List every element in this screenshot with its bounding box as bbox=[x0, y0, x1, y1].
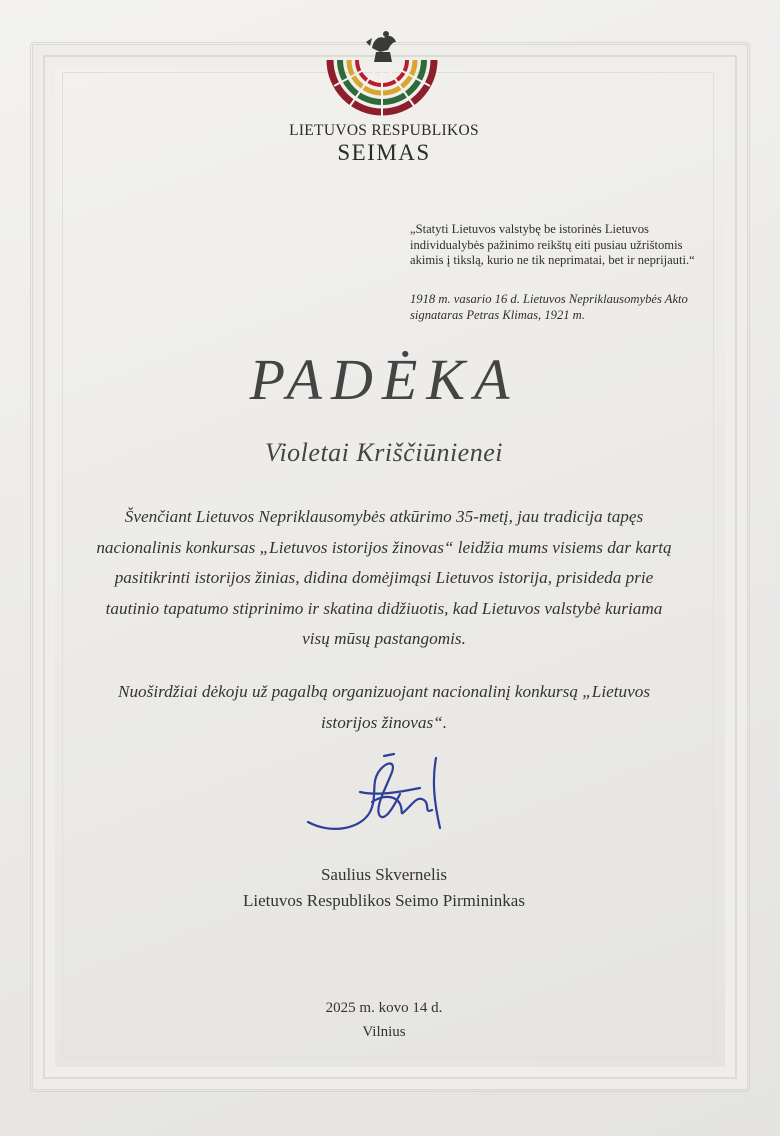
signer-block bbox=[0, 862, 768, 914]
issue-info bbox=[0, 996, 768, 1044]
handwritten-signature-icon bbox=[300, 752, 460, 844]
epigraph-quote: „Statyti Lietuvos valstybę be istorinės Lietuvos individualybės pažinimo reikštų eiti pusiau užrištomis akimis į tikslą, kurio ne tik neprimatai, bet ir neprijauti.“ bbox=[410, 222, 695, 267]
recipient-name: Violetai Kriščiūnienei bbox=[265, 438, 503, 467]
signer-position: Lietuvos Respublikos Seimo Pirmininkas bbox=[243, 891, 525, 910]
epigraph-attribution: 1918 m. vasario 16 d. Lietuvos Nepriklausomybės Akto signataras Petras Klimas, 1921 m. bbox=[410, 292, 688, 322]
certificate-title: PADĖKA bbox=[249, 347, 519, 412]
institution-name-line1: LIETUVOS RESPUBLIKOS bbox=[289, 122, 479, 139]
institution-name-line2: SEIMAS bbox=[337, 140, 431, 165]
issue-place: Vilnius bbox=[362, 1024, 406, 1040]
issue-date: 2025 m. kovo 14 d. bbox=[325, 1000, 443, 1016]
seimas-emblem-icon bbox=[320, 28, 444, 118]
signer-name: Saulius Skvernelis bbox=[320, 865, 448, 884]
thanks-paragraph: Nuoširdžiai dėkoju už pagalbą organizuojant nacionalinį konkursą „Lietuvos istorijos žinovas“. bbox=[117, 682, 651, 732]
body-paragraph: Švenčiant Lietuvos Nepriklausomybės atkūrimo 35-metį, jau tradicija tapęs nacionalinis konkursas „Lietuvos istorijos žinovas“ leidžia mums visiems dar kartą pasitikrinti istorijos žinias, didina domėjimąsi Lietuvos istorija, prisideda prie tautinio tapatumo stiprinimo ir skatina didžiuotis, kad Lietuvos valstybė kuriama visų mūsų pastangomis. bbox=[96, 507, 672, 648]
